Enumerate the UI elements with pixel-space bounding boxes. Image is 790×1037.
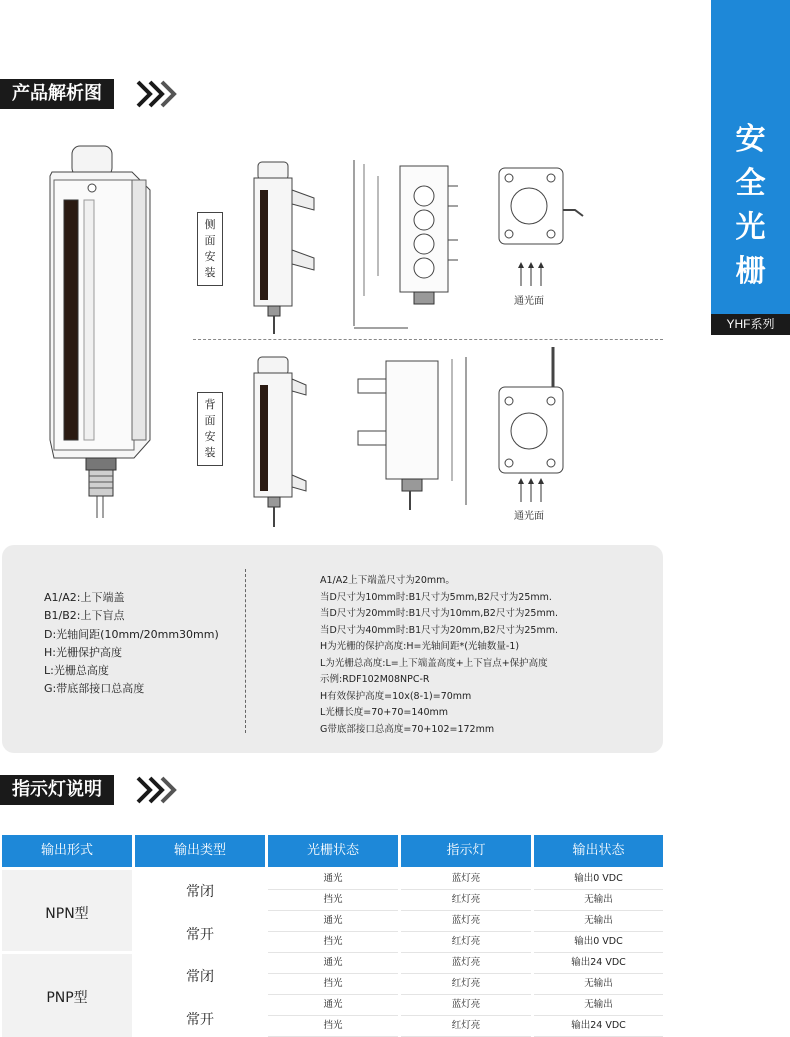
notes-list (320, 573, 558, 738)
light-face-label: 通光面 (514, 511, 544, 522)
section-title: 指示灯说明 (0, 775, 114, 805)
light-state-cell: 挡光 (268, 890, 398, 911)
legend-item: G:带底部接口总高度 (44, 682, 145, 696)
legend-item: A1/A2:上下端盖 (44, 591, 125, 604)
label-char: 装 (204, 446, 216, 459)
note-line: 示例:RDF102M08NPC-R (320, 674, 430, 685)
divider (245, 569, 246, 733)
output-type: 常闭 (186, 969, 214, 985)
note-line: G带底部接口总高度=70+102=172mm (320, 723, 495, 735)
note-line: H为光栅的保护高度:H=光轴间距*(光轴数量-1) (320, 641, 520, 652)
product-title (711, 118, 790, 294)
title-char: 全 (735, 166, 766, 201)
light-state-cell: 通光 (268, 869, 398, 890)
indicator-cell: 蓝灯亮 (401, 995, 531, 1016)
side-mount-top-view-drawing (495, 160, 585, 250)
legend-item: B1/B2:上下盲点 (44, 609, 125, 623)
label-char: 面 (204, 234, 216, 247)
label-char: 侧 (204, 218, 216, 231)
note-line: H有效保护高度=10x(8-1)=70mm (320, 690, 472, 702)
arrows-up-icon (516, 478, 546, 504)
label-char: 安 (204, 250, 216, 263)
back-mount-iso-diagram (248, 355, 328, 530)
column-header: 指示灯 (401, 835, 531, 867)
label-char: 装 (204, 266, 216, 279)
legend-list (44, 589, 219, 699)
note-line: L光栅长度=70+70=140mm (320, 707, 448, 718)
light-state-cell: 挡光 (268, 974, 398, 995)
chevron-arrows-icon (132, 79, 182, 109)
output-form-npn: NPN型 (45, 906, 89, 922)
title-char: 光 (735, 210, 766, 245)
column-header: 光栅状态 (268, 835, 398, 867)
info-panel (2, 545, 663, 753)
note-line: L为光栅总高度:L=上下端盖高度+上下盲点+保护高度 (320, 657, 548, 669)
output-form-pnp: PNP型 (46, 990, 88, 1006)
note-line: 当D尺寸为10mm时:B1尺寸为5mm,B2尺寸为25mm. (320, 591, 552, 603)
light-state-cell: 通光 (268, 953, 398, 974)
arrows-up-icon (516, 262, 546, 288)
table-header (2, 835, 663, 867)
indicator-cell: 蓝灯亮 (401, 911, 531, 932)
side-mount-front-dimension-drawing (348, 156, 458, 336)
light-state-cell: 挡光 (268, 1016, 398, 1037)
indicator-cell: 蓝灯亮 (401, 953, 531, 974)
chevron-arrows-icon (132, 775, 182, 805)
output-type: 常闭 (186, 884, 214, 900)
note-line: 当D尺寸为40mm时:B1尺寸为20mm,B2尺寸为25mm. (320, 624, 558, 636)
light-face-label: 通光面 (514, 296, 544, 307)
section-title: 产品解析图 (0, 79, 114, 109)
output-type: 常开 (186, 1012, 214, 1028)
output-state-cell: 输出0 VDC (534, 869, 663, 890)
series-badge: YHF系列 (711, 314, 790, 335)
light-state-cell: 通光 (268, 911, 398, 932)
side-mount-label (197, 212, 223, 286)
side-mount-iso-diagram (248, 160, 338, 335)
output-state-cell: 无输出 (534, 974, 663, 995)
divider (193, 339, 663, 340)
output-type: 常开 (186, 927, 214, 943)
light-state-cell: 挡光 (268, 932, 398, 953)
back-mount-top-view-drawing (495, 345, 585, 480)
column-header: 输出形式 (2, 835, 132, 867)
label-char: 背 (204, 398, 216, 411)
output-state-cell: 输出0 VDC (534, 932, 663, 953)
indicator-cell: 红灯亮 (401, 974, 531, 995)
label-char: 面 (204, 414, 216, 427)
output-state-cell: 无输出 (534, 890, 663, 911)
back-mount-side-dimension-drawing (352, 355, 477, 515)
indicator-cell: 红灯亮 (401, 932, 531, 953)
note-line: 当D尺寸为20mm时:B1尺寸为10mm,B2尺寸为25mm. (320, 608, 558, 619)
indicator-cell: 红灯亮 (401, 890, 531, 911)
column-header: 输出状态 (534, 835, 663, 867)
legend-item: L:光栅总高度 (44, 664, 109, 678)
output-state-cell: 无输出 (534, 911, 663, 932)
indicator-cell: 蓝灯亮 (401, 869, 531, 890)
output-state-cell: 输出24 VDC (534, 953, 663, 974)
output-state-cell: 无输出 (534, 995, 663, 1016)
legend-item: H:光栅保护高度 (44, 645, 122, 659)
column-header: 输出类型 (135, 835, 265, 867)
side-banner (711, 0, 790, 335)
output-state-cell: 输出24 VDC (534, 1016, 663, 1037)
legend-item: D:光轴间距(10mm/20mm30mm) (44, 627, 219, 641)
back-mount-label (197, 392, 223, 466)
label-char: 安 (204, 430, 216, 443)
title-char: 安 (735, 122, 766, 157)
title-char: 栅 (735, 254, 766, 289)
product-illustration (40, 140, 160, 520)
indicator-cell: 红灯亮 (401, 1016, 531, 1037)
note-line: A1/A2上下端盖尺寸为20mm。 (320, 575, 455, 586)
light-state-cell: 通光 (268, 995, 398, 1016)
